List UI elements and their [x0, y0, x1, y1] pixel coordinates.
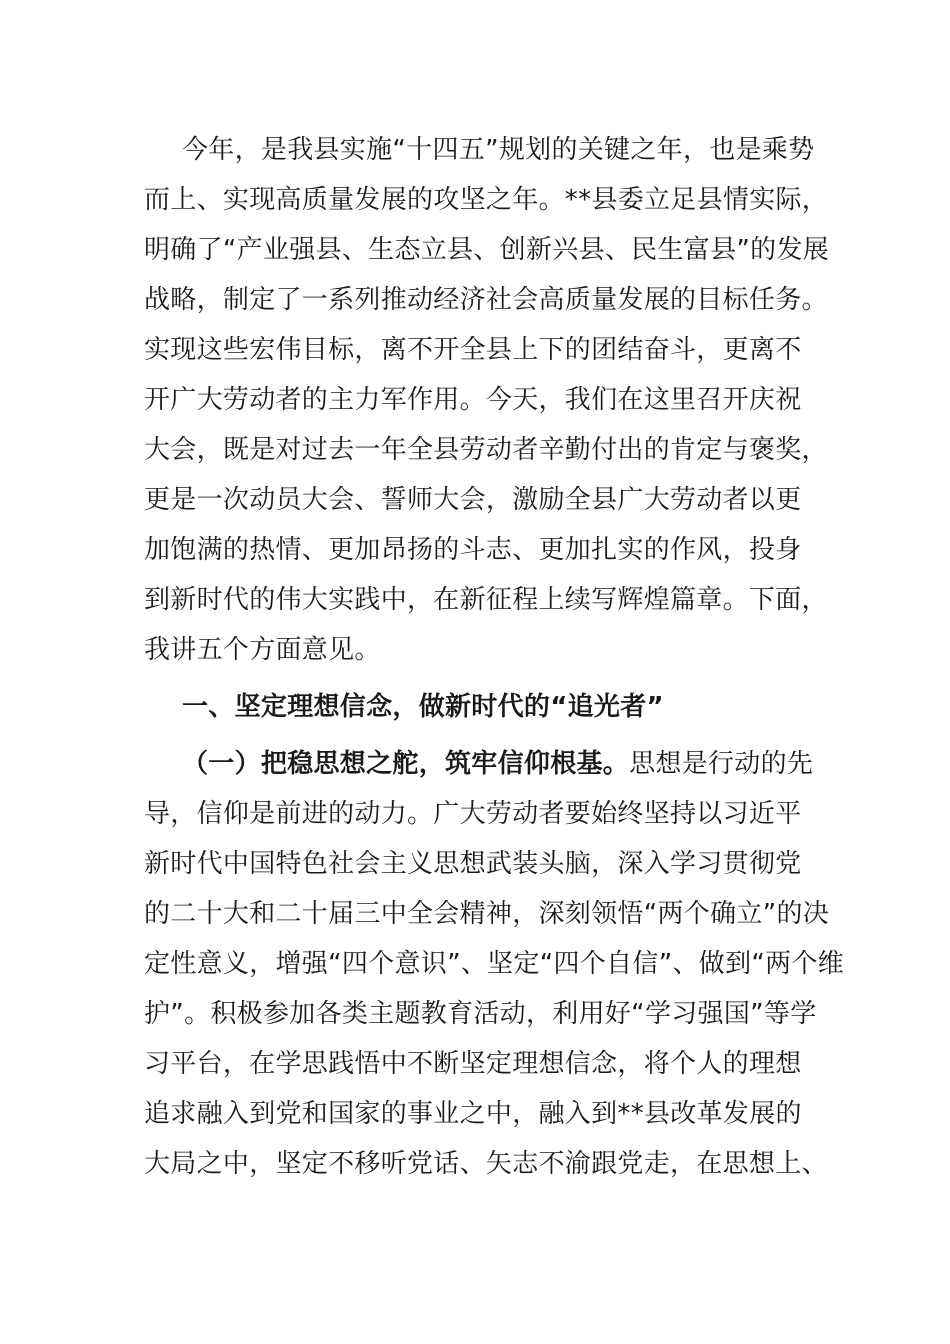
intro-line: 而上、实现高质量发展的攻坚之年。**县委立足县情实际，	[144, 185, 829, 215]
intro-line: 战略，制定了一系列推动经济社会高质量发展的目标任务。	[144, 285, 828, 315]
intro-line: 大会，既是对过去一年全县劳动者辛勤付出的肯定与褒奖，	[144, 435, 828, 465]
intro-line: 到新时代的伟大实践中，在新征程上续写辉煌篇章。下面，	[144, 585, 828, 615]
body-line: 护”。积极参加各类主题教育活动，利用好“学习强国”等学	[144, 999, 817, 1029]
intro-line: 我讲五个方面意见。	[144, 635, 381, 665]
intro-line: 明确了“产业强县、生态立县、创新兴县、民生富县”的发展	[144, 235, 830, 265]
intro-line: 实现这些宏伟目标，离不开全县上下的团结奋斗，更离不	[144, 335, 802, 365]
subsection-lead-rest: 思想是行动的先	[629, 749, 814, 779]
intro-line: 更是一次动员大会、誓师大会，激励全县广大劳动者以更	[144, 485, 802, 515]
subsection-lead: （一）把稳思想之舵，筑牢信仰根基。	[182, 749, 630, 779]
body-line: 的二十大和二十届三中全会精神，深刻领悟“两个确立”的决	[144, 899, 830, 929]
intro-line: 开广大劳动者的主力军作用。今天，我们在这里召开庆祝	[144, 385, 802, 415]
body-line: 追求融入到党和国家的事业之中，融入到**县改革发展的	[144, 1099, 802, 1129]
body-line: 大局之中，坚定不移听党话、矢志不渝跟党走，在思想上、	[144, 1149, 828, 1179]
body-line: 新时代中国特色社会主义思想武装头脑，深入学习贯彻党	[144, 849, 802, 879]
body-line: 导，信仰是前进的动力。广大劳动者要始终坚持以习近平	[144, 799, 802, 829]
subsection-first-line	[182, 747, 862, 781]
section-heading: 一、坚定理想信念，做新时代的“追光者”	[182, 692, 664, 722]
intro-line: 今年，是我县实施“十四五”规划的关键之年，也是乘势	[182, 135, 815, 165]
intro-line: 加饱满的热情、更加昂扬的斗志、更加扎实的作风，投身	[144, 535, 802, 565]
body-line: 习平台，在学思践悟中不断坚定理想信念，将个人的理想	[144, 1049, 802, 1079]
body-line: 定性意义，增强“四个意识”、坚定“四个自信”、做到“两个维	[144, 949, 845, 979]
